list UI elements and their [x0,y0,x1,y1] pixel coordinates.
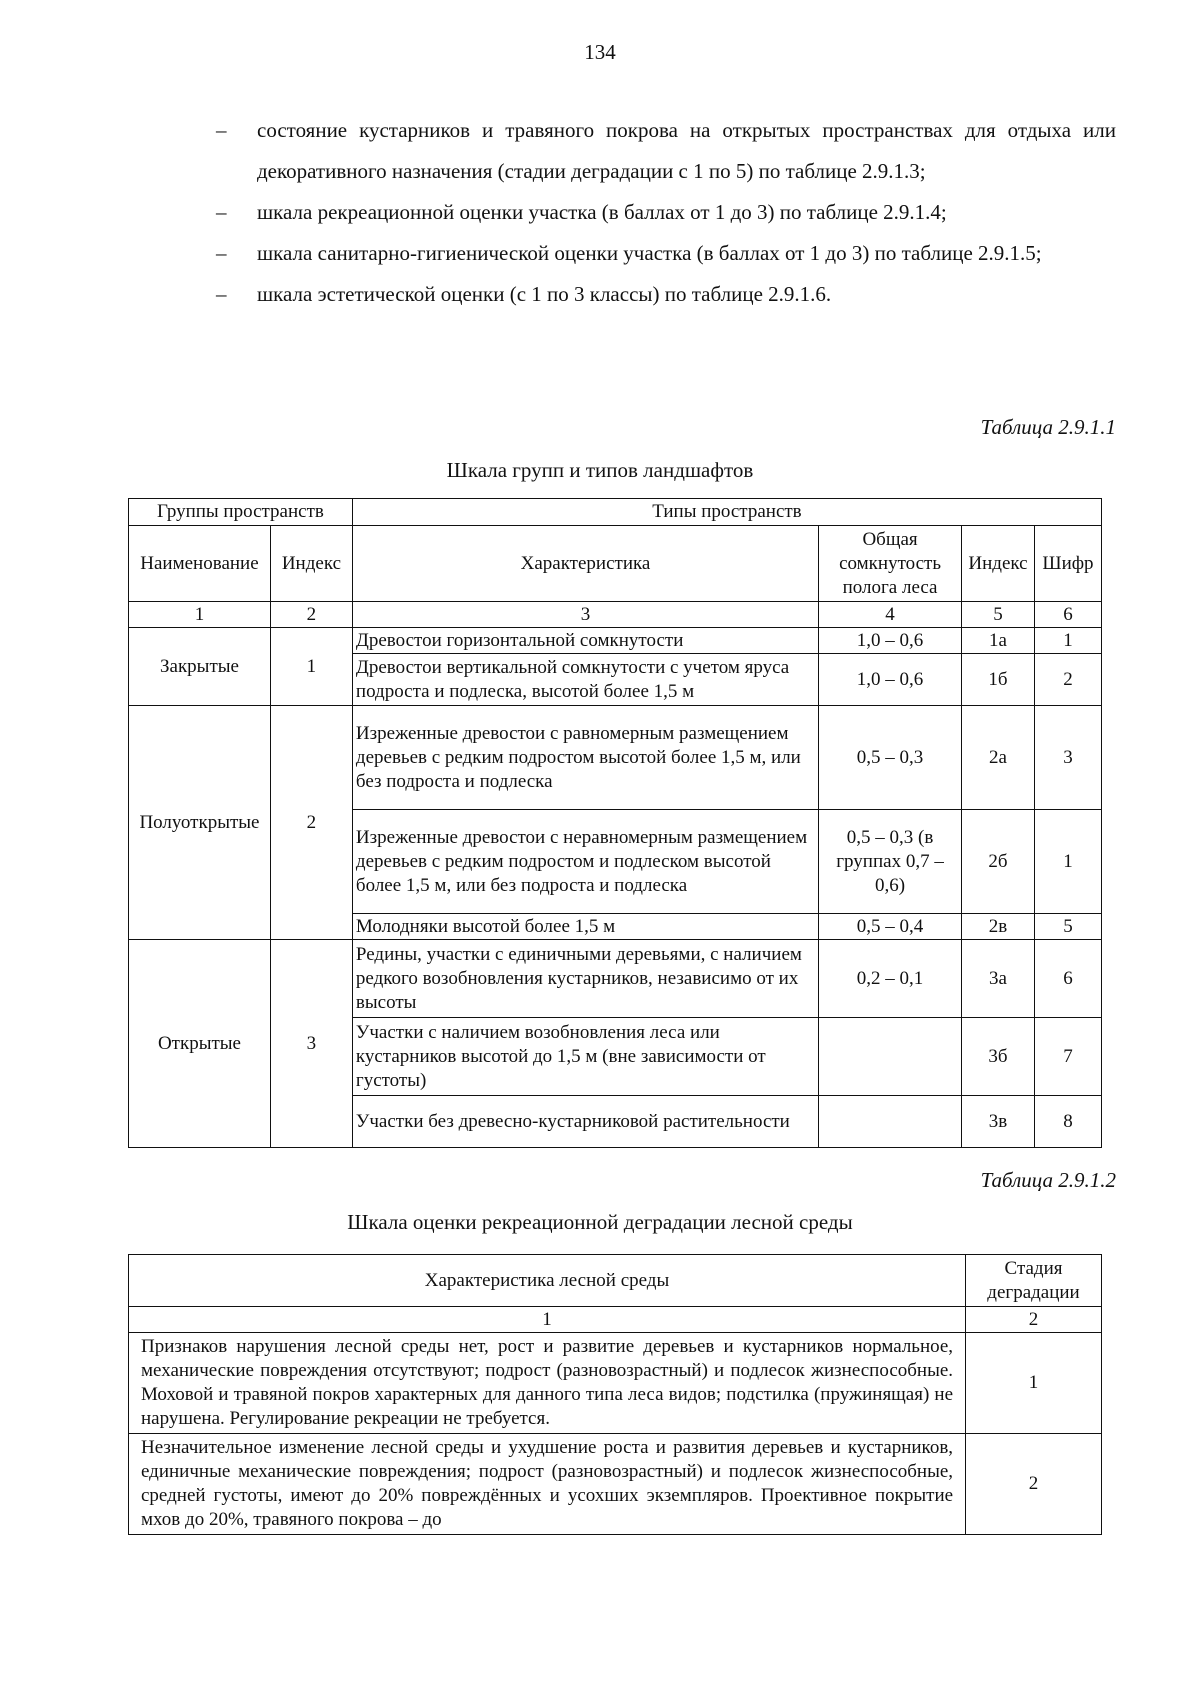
row-index: 3б [962,1018,1035,1096]
row-code: 6 [1034,940,1101,1018]
table-row [129,940,1102,1018]
group-name: Закрытые [129,628,271,706]
table-row [129,628,1102,654]
table-row [129,1434,1102,1535]
row-code: 2 [1034,654,1101,706]
header-index-2: Индекс [962,526,1035,602]
column-number: 1 [129,602,271,628]
row-index: 3а [962,940,1035,1018]
row-code: 7 [1034,1018,1101,1096]
landscape-types-table [128,498,1102,1148]
row-characteristic: Древостои вертикальной сомкнутости с учетом яруса подроста и подлеска, высотой более 1,5 м [352,654,818,706]
group-index: 3 [270,940,352,1148]
header-environment-characteristic: Характеристика лесной среды [129,1255,966,1307]
bullet-item [216,233,1116,274]
row-density: 0,2 – 0,1 [819,940,962,1018]
column-number: 2 [270,602,352,628]
row-code: 5 [1034,914,1101,940]
row-code: 8 [1034,1096,1101,1148]
column-number: 4 [819,602,962,628]
row-density [819,1096,962,1148]
group-index: 1 [270,628,352,706]
bullet-item [216,274,1116,315]
page-number: 134 [584,40,616,64]
table1-title: Шкала групп и типов ландшафтов [446,458,754,482]
column-number: 6 [1034,602,1101,628]
bullet-list [216,110,1116,315]
row-stage: 2 [966,1434,1102,1535]
row-code: 1 [1034,810,1101,914]
header-types: Типы пространств [352,499,1101,526]
column-number: 3 [352,602,818,628]
row-stage: 1 [966,1333,1102,1434]
column-number: 2 [966,1307,1102,1333]
row-index: 1б [962,654,1035,706]
table2-label: Таблица 2.9.1.2 [980,1168,1116,1192]
header-index: Индекс [270,526,352,602]
bullet-dash: – [216,241,227,265]
bullet-item [216,110,1116,192]
bullet-dash: – [216,282,227,306]
row-density: 0,5 – 0,3 (в группах 0,7 – 0,6) [819,810,962,914]
bullet-text: шкала санитарно-гигиенической оценки участка (в баллах от 1 до 3) по таблице 2.9.1.5; [257,241,1042,265]
row-code: 3 [1034,706,1101,810]
table1-label: Таблица 2.9.1.1 [980,415,1116,439]
table-row [129,1333,1102,1434]
bullet-item [216,192,1116,233]
column-number: 1 [129,1307,966,1333]
row-characteristic: Редины, участки с единичными деревьями, с наличием редкого возобновления кустарников, независимо от их высоты [352,940,818,1018]
header-characteristic: Характеристика [352,526,818,602]
row-index: 3в [962,1096,1035,1148]
table-row [129,706,1102,810]
row-characteristic: Участки без древесно-кустарниковой растительности [352,1096,818,1148]
row-characteristic: Изреженные древостои с равномерным размещением деревьев с редким подростом высотой более 1,5 м, или без подроста и подлеска [352,706,818,810]
row-description: Незначительное изменение лесной среды и ухудшение роста и развития деревьев и кустарников, единичные механические повреждения; подрост (разновозрастный) и подлесок жизнеспособные, средней густоты, имеют до 20% повреждённых и усохших экземпляров. Проективное покрытие мхов до 20%, травяного покрова – до [129,1434,966,1535]
row-index: 2б [962,810,1035,914]
row-characteristic: Участки с наличием возобновления леса или кустарников высотой до 1,5 м (вне зависимости от густоты) [352,1018,818,1096]
row-description: Признаков нарушения лесной среды нет, рост и развитие деревьев и кустарников нормальное, механические повреждения отсутствуют; подрост (разновозрастный) и подлесок жизнеспособные. Моховой и травяной покров характерных для данного типа леса видов; подстилка (пружинящая) не нарушена. Регулирование рекреации не требуется. [129,1333,966,1434]
row-index: 2в [962,914,1035,940]
header-groups: Группы пространств [129,499,353,526]
bullet-text: шкала рекреационной оценки участка (в баллах от 1 до 3) по таблице 2.9.1.4; [257,200,947,224]
row-density: 0,5 – 0,4 [819,914,962,940]
column-number: 5 [962,602,1035,628]
header-name: Наименование [129,526,271,602]
row-characteristic: Изреженные древостои с неравномерным размещением деревьев с редким подростом и подлеском высотой более 1,5 м, или без подроста и подлеска [352,810,818,914]
bullet-text: шкала эстетической оценки (с 1 по 3 классы) по таблице 2.9.1.6. [257,282,832,306]
row-density: 1,0 – 0,6 [819,628,962,654]
header-degradation-stage: Стадия деградации [966,1255,1102,1307]
group-index: 2 [270,706,352,940]
degradation-scale-table [128,1254,1102,1535]
row-density [819,1018,962,1096]
row-index: 1а [962,628,1035,654]
row-characteristic: Древостои горизонтальной сомкнутости [352,628,818,654]
header-code: Шифр [1034,526,1101,602]
bullet-dash: – [216,200,227,224]
bullet-dash: – [216,118,227,142]
group-name: Открытые [129,940,271,1148]
row-density: 0,5 – 0,3 [819,706,962,810]
row-characteristic: Молодняки высотой более 1,5 м [352,914,818,940]
row-code: 1 [1034,628,1101,654]
table2-title: Шкала оценки рекреационной деградации лесной среды [347,1210,853,1234]
row-index: 2а [962,706,1035,810]
row-density: 1,0 – 0,6 [819,654,962,706]
header-density: Общая сомкнутость полога леса [819,526,962,602]
bullet-text: состояние кустарников и травяного покрова на открытых пространствах для отдыха или декоративного назначения (стадии деградации с 1 по 5) по таблице 2.9.1.3; [257,118,1116,183]
group-name: Полуоткрытые [129,706,271,940]
